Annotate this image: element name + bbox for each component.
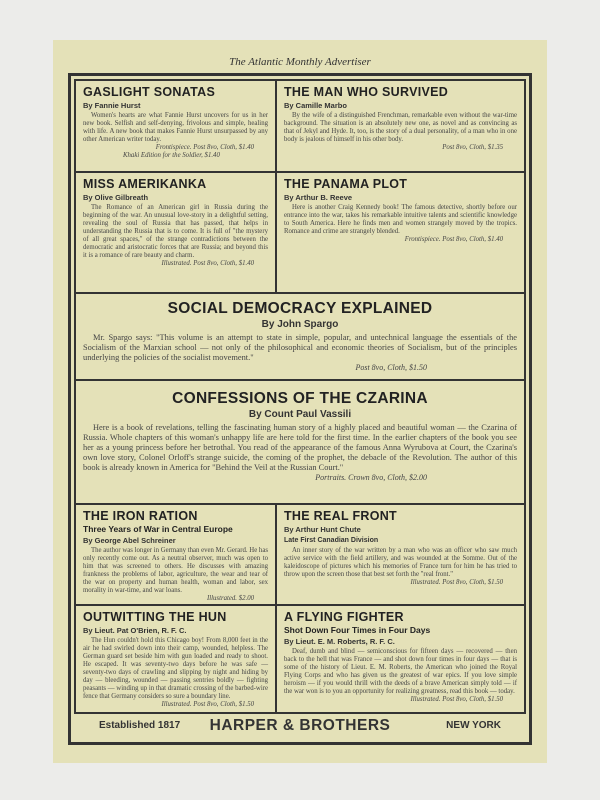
book-description: Deaf, dumb and blind — semiconscious for fifteen days — recovered — then back to the hell that was France — and shot down four times in four days — that is some of the history of Lieut. E. M. Roberts, the American who joined the Royal Flying Corps and who has given us the greatest of war epics. If you love simple heroism — if you would thrill with the deeds of a brave American simply told — if the war won is to you an opportunity for realizing greatness, read this book — today.	[284, 648, 517, 695]
publisher-footer	[71, 710, 529, 742]
book-description: The author was longer in Germany than even Mr. Gerard. He has only recently come out. As a neutral observer, much was open to him that was screened to others. He discusses with amazing frankness the problems of labor, agriculture, the wear and tear of the war on property and human health, woman and labor, sex morality in war-time, and war loans.	[83, 547, 268, 594]
book-price: Portraits. Crown 8vo, Cloth, $2.00	[315, 473, 427, 482]
book-subtitle: Late First Canadian Division	[284, 537, 379, 544]
book-confessions-czarina	[74, 379, 526, 505]
book-title: THE IRON RATION	[83, 509, 198, 523]
book-panama-plot	[275, 171, 526, 294]
book-author: By Fannie Hurst	[83, 101, 141, 110]
book-price: Illustrated. $2.00	[206, 595, 254, 602]
book-title: OUTWITTING THE HUN	[83, 610, 227, 624]
book-author: By Arthur B. Reeve	[284, 193, 353, 202]
book-real-front	[275, 503, 526, 606]
book-miss-amerikanka	[74, 171, 277, 294]
book-title: THE REAL FRONT	[284, 509, 397, 523]
book-author: By Olive Gilbreath	[83, 193, 149, 202]
advertisement-page	[53, 40, 547, 763]
book-flying-fighter	[275, 604, 526, 714]
publisher-name: HARPER & BROTHERS	[209, 717, 391, 734]
book-description: Here is a book of revelations, telling the fascinating human story of a highly placed and beautiful woman — the Czarina of Russia. Whole chapters of this woman's unhappy life are here told for the first time. In the earlier chapters of the book you see her as a young princess before her betrothal. You read of the appearance of the famous Anna Wyrubova at Court, the Czarina's own love story, Colonel Orloff's strange suicide, the coming of the prophet, the debacle of the Revolution. The author of this book is already known in America for "Behind the Veil at the Russian Court."	[83, 423, 517, 472]
book-title: CONFESSIONS OF THE CZARINA	[172, 390, 428, 407]
book-description: Mr. Spargo says: "This volume is an attempt to state in simple, popular, and untechnical language the essentials of the Socialism of the Marxian school — not only of the philosophical and economic theories of Socialism, but of the principles underlying the policies of the socialist movement."	[83, 333, 517, 362]
book-price: Illustrated. Post 8vo, Cloth, $1.50	[410, 696, 503, 703]
book-title: MISS AMERIKANKA	[83, 177, 207, 191]
book-price: Post 8vo, Cloth, $1.35	[442, 144, 503, 151]
established-year: Established 1817	[99, 720, 181, 731]
book-title: SOCIAL DEMOCRACY EXPLAINED	[167, 300, 433, 317]
book-iron-ration	[74, 503, 277, 606]
book-author: By John Spargo	[261, 319, 339, 330]
book-description: An inner story of the war written by a man who was an officer who saw much active service with the field artillery, and was wounded at the Somme. Out of the kaleidoscope of pictures which his memories of France turn for him he has tried to throw upon the screen those that best set forth the "real front."	[284, 547, 517, 578]
book-author: By Camille Marbo	[284, 101, 347, 110]
book-title: THE PANAMA PLOT	[284, 177, 408, 191]
page-header: The Atlantic Monthly Advertiser	[229, 56, 371, 68]
book-outwitting-hun	[74, 604, 277, 714]
book-price: Frontispiece. Post 8vo, Cloth, $1.40	[155, 144, 254, 151]
ad-frame	[68, 73, 532, 745]
book-price: Frontispiece. Post 8vo, Cloth, $1.40	[404, 236, 503, 243]
book-description: Here is another Craig Kennedy book! The famous detective, shortly before our entrance into the war, takes his remarkable intuitive talents and scientific knowledge to South America. Here he finds men and women strangely moved by the tropics. Romance and crime are strangely blended.	[284, 204, 517, 235]
book-author: By George Abel Schreiner	[83, 536, 176, 545]
book-author: By Arthur Hunt Chute	[284, 525, 361, 534]
book-description: Women's hearts are what Fannie Hurst uncovers for us in her new book. Selfish and self-denying, frivolous and simple, healing with life. A new book that makes Fannie Hurst unsurpassed by any other American writer today.	[83, 112, 268, 143]
publisher-city: NEW YORK	[446, 720, 501, 731]
book-man-who-survived	[275, 79, 526, 173]
book-social-democracy	[74, 292, 526, 381]
book-extra-edition: Khaki Edition for the Soldier, $1.40	[123, 152, 220, 159]
book-price: Post 8vo, Cloth, $1.50	[355, 363, 427, 372]
book-price: Illustrated. Post 8vo, Cloth, $1.40	[161, 260, 254, 267]
book-price: Illustrated. Post 8vo, Cloth, $1.50	[410, 579, 503, 586]
book-author: By Lieut. E. M. Roberts, R. F. C.	[284, 637, 395, 646]
book-subtitle: Three Years of War in Central Europe	[83, 524, 233, 534]
book-price: Illustrated. Post 8vo, Cloth, $1.50	[161, 701, 254, 708]
book-title: A FLYING FIGHTER	[284, 610, 404, 624]
book-title: GASLIGHT SONATAS	[83, 85, 216, 99]
book-subtitle: Shot Down Four Times in Four Days	[284, 625, 431, 635]
book-description: The Romance of an American girl in Russia during the beginning of the war. An unusual love-story in a delightful setting, revealing the soul of Russia that has passed, that helps in understanding the Russia that is to come. It is full of "the mystery of all great spaces," of the strange contradictions between the democratic and aristocratic forces that are Russia; and beyond this it is a romance of rare beauty and charm.	[83, 204, 268, 259]
book-description: The Hun couldn't hold this Chicago boy! From 8,000 feet in the air he had swirled down into their camp, wounded, helpless. The German guard set beside him with gun loaded and ready to shoot. He escaped. It was seventy-two days before he was safe — seventy-two days of crawling and slipping by night and hiding by day — bleeding, wounded — passing sentries boldly — fighting peasants — winding up in that dramatic crossing of the barbed-wire fence that Germany considers so sure a boundary line.	[83, 637, 268, 700]
book-gaslight-sonatas	[74, 79, 277, 173]
book-title: THE MAN WHO SURVIVED	[284, 85, 449, 99]
book-author: By Count Paul Vassili	[248, 409, 352, 420]
book-description: By the wife of a distinguished Frenchman, remarkable even without the war-time background. The situation is an absolutely new one, as novel and as convincing as that of Jekyl and Hyde. It, too, is the story of a dual personality, of a man who in one body is jealous of himself in his other body.	[284, 112, 517, 143]
book-author: By Lieut. Pat O'Brien, R. F. C.	[83, 626, 187, 635]
